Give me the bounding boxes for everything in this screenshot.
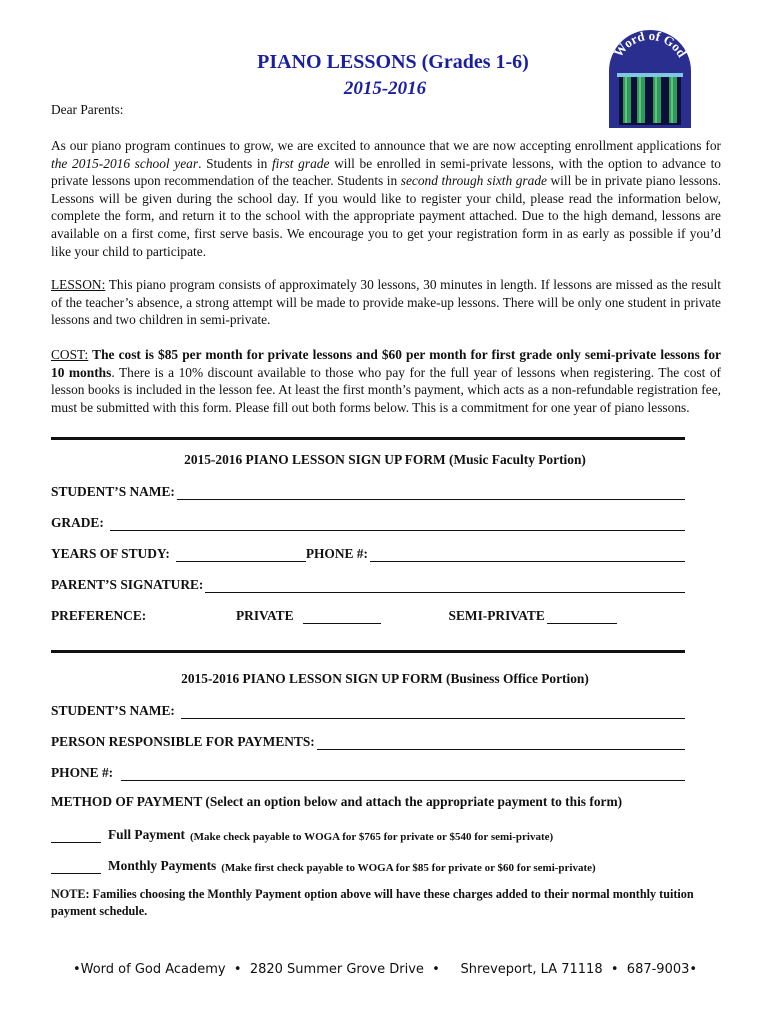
form1-years-phone[interactable]: YEARS OF STUDY: PHONE #:: [51, 544, 685, 562]
full-payment-option[interactable]: Full Payment (Make check payable to WOGA for $765 for private or $540 for semi-private): [51, 825, 731, 843]
page-title: PIANO LESSONS (Grades 1-6): [257, 51, 529, 73]
form1-preference[interactable]: PREFERENCE: PRIVATE SEMI-PRIVATE: [51, 606, 685, 624]
logo-text: Word of God: [610, 27, 690, 60]
lesson-paragraph: LESSON: This piano program consists of approximately 30 lessons, 30 minutes in length. If lessons are missed as the result of the teacher’s absence, a strong attempt will be made to provide make-up lessons. There will be only one student in private lessons and two children in semi-private.: [51, 277, 721, 328]
divider: [51, 437, 685, 440]
form2-person-responsible[interactable]: PERSON RESPONSIBLE FOR PAYMENTS:: [51, 732, 685, 750]
form1-heading: 2015-2016 PIANO LESSON SIGN UP FORM (Music Faculty Portion): [184, 452, 586, 467]
cost-paragraph: COST: The cost is $85 per month for private lessons and $60 per month for first grade only semi-private lessons for 10 months. There is a 10% discount available to those who pay for the full year of lessons when registering. The cost of lesson books is included in the lesson fee. At least the first month’s payment, which acts as a non-refundable registration fee, must be submitted with this form. Please fill out both forms below. This is a commitment for one year of piano lessons.: [51, 347, 721, 415]
form1-grade[interactable]: GRADE:: [51, 513, 685, 531]
intro-paragraph: As our piano program continues to grow, we are excited to announce that we are now accepting enrollment applications for the 2015-2016 school year. Students in first grade will be enrolled in semi-private lessons, with the option to advance to private lessons upon recommendation of the teacher. Students in second through sixth grade will be in private piano lessons. Lessons will be given during the school day. If you would like to register your child, please read the information below, complete the form, and return it to the school with the appropriate payment attached. Due to the high demand, lessons are available on a first come, first serve basis. We encourage you to get your registration form in as early as possible if you’d like your child to participate.: [51, 138, 722, 259]
form2-phone[interactable]: PHONE #:: [51, 763, 685, 781]
divider: [51, 650, 685, 653]
form2-heading: 2015-2016 PIANO LESSON SIGN UP FORM (Business Office Portion): [181, 671, 589, 686]
form1-parent-signature[interactable]: PARENT’S SIGNATURE:: [51, 575, 685, 593]
form2-student-name[interactable]: STUDENT’S NAME:: [51, 701, 685, 719]
payment-method-heading: METHOD OF PAYMENT (Select an option below and attach the appropriate payment to this form): [51, 794, 623, 809]
monthly-payments-option[interactable]: Monthly Payments (Make first check payable to WOGA for $85 for private or $60 for semi-private): [51, 856, 731, 874]
school-year: 2015-2016: [343, 78, 427, 99]
form1-student-name[interactable]: STUDENT’S NAME:: [51, 482, 685, 500]
payment-note: NOTE: Families choosing the Monthly Payment option above will have these charges added to their normal monthly tuition payment schedule.: [51, 887, 694, 918]
footer: •Word of God Academy • 2820 Summer Grove Drive • Shreveport, LA 71118 • 687-9003•: [72, 962, 698, 977]
greeting: Dear Parents:: [51, 102, 124, 117]
